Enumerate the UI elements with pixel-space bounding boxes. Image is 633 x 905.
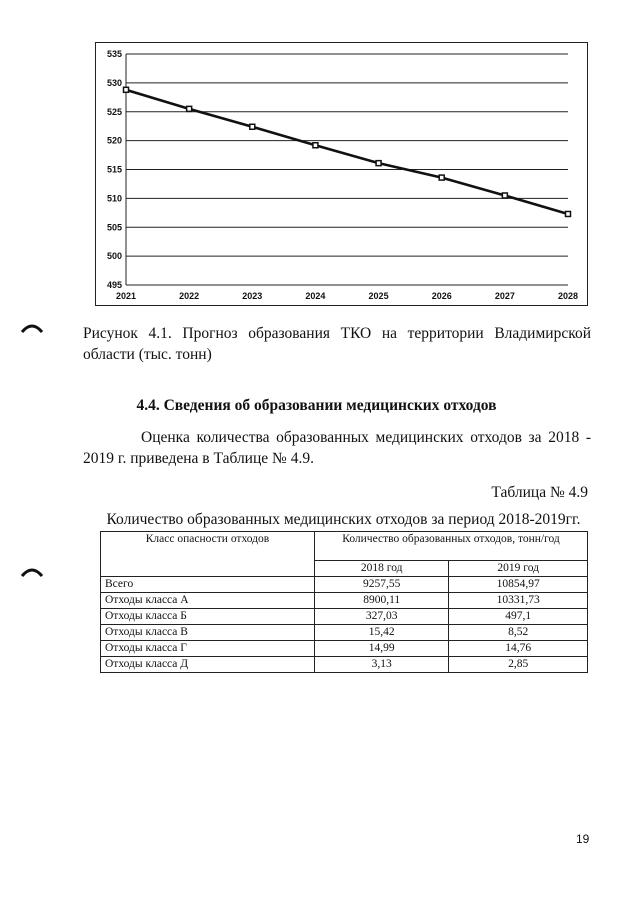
y-tick-label: 495 xyxy=(106,280,122,290)
y-tick-label: 505 xyxy=(106,222,122,233)
data-point xyxy=(439,175,444,180)
cell-2019: 10331,73 xyxy=(449,593,588,609)
row-label: Отходы класса Б xyxy=(101,609,315,625)
row-label: Отходы класса Г xyxy=(101,641,315,657)
data-point xyxy=(124,87,129,92)
cell-2018: 3,13 xyxy=(315,657,449,673)
cell-2018: 9257,55 xyxy=(315,577,449,593)
y-tick-label: 535 xyxy=(106,49,122,59)
cell-2018: 15,42 xyxy=(315,625,449,641)
data-point xyxy=(566,211,571,216)
x-tick-label: 2021 xyxy=(115,291,137,301)
table-row xyxy=(101,577,588,593)
page-number: 19 xyxy=(576,832,590,846)
table-row xyxy=(101,641,588,657)
table-row xyxy=(101,657,588,673)
table-label: Таблица № 4.9 xyxy=(491,484,588,501)
forecast-chart xyxy=(95,42,588,306)
y-tick-label: 530 xyxy=(106,77,122,88)
x-tick-label: 2026 xyxy=(431,291,452,301)
data-point xyxy=(250,124,255,129)
y-tick-label: 500 xyxy=(106,251,122,262)
x-tick-label: 2028 xyxy=(557,291,579,301)
cell-2019: 14,76 xyxy=(449,641,588,657)
binding-hole-mark xyxy=(20,566,44,578)
cell-2019: 8,52 xyxy=(449,625,588,641)
row-label: Отходы класса В xyxy=(101,625,315,641)
row-label: Отходы класса Д xyxy=(101,657,315,673)
header-quantity: Количество образованных отходов, тонн/год xyxy=(315,532,588,561)
cell-2019: 10854,97 xyxy=(449,577,588,593)
x-tick-label: 2022 xyxy=(179,291,200,301)
data-point xyxy=(187,106,192,111)
cell-2018: 327,03 xyxy=(315,609,449,625)
body-paragraph: Оценка количества образованных медицинских отходов за 2018 - 2019 г. приведена в Таблице № 4.9. xyxy=(83,429,591,467)
header-hazard-class: Класс опасности отходов xyxy=(101,532,315,577)
cell-2018: 14,99 xyxy=(315,641,449,657)
data-point xyxy=(313,143,318,148)
y-tick-label: 525 xyxy=(106,106,122,117)
header-year-2019: 2019 год xyxy=(449,561,588,577)
x-tick-label: 2023 xyxy=(242,291,263,301)
y-tick-label: 510 xyxy=(106,193,122,204)
data-point xyxy=(502,193,507,198)
header-year-2018: 2018 год xyxy=(315,561,449,577)
x-tick-label: 2024 xyxy=(305,291,326,301)
y-tick-label: 520 xyxy=(106,135,122,146)
table-row xyxy=(101,593,588,609)
binding-hole-mark xyxy=(20,322,44,334)
forecast-chart-svg xyxy=(96,43,589,307)
table-title: Количество образованных медицинских отходов за период 2018-2019гг. xyxy=(106,511,581,528)
medical-waste-table xyxy=(100,531,588,673)
cell-2018: 8900,11 xyxy=(315,593,449,609)
row-label: Всего xyxy=(101,577,315,593)
figure-caption: Рисунок 4.1. Прогноз образования ТКО на территории Владимирской области (тыс. тонн) xyxy=(83,325,591,363)
x-tick-label: 2025 xyxy=(368,291,389,301)
row-label: Отходы класса А xyxy=(101,593,315,609)
table-row xyxy=(101,625,588,641)
cell-2019: 497,1 xyxy=(449,609,588,625)
y-tick-label: 515 xyxy=(106,164,122,175)
section-title: 4.4. Сведения об образовании медицинских отходов xyxy=(136,397,497,414)
data-point xyxy=(376,161,381,166)
x-tick-label: 2027 xyxy=(494,291,515,301)
cell-2019: 2,85 xyxy=(449,657,588,673)
table-row xyxy=(101,609,588,625)
table-header-row xyxy=(101,532,588,561)
